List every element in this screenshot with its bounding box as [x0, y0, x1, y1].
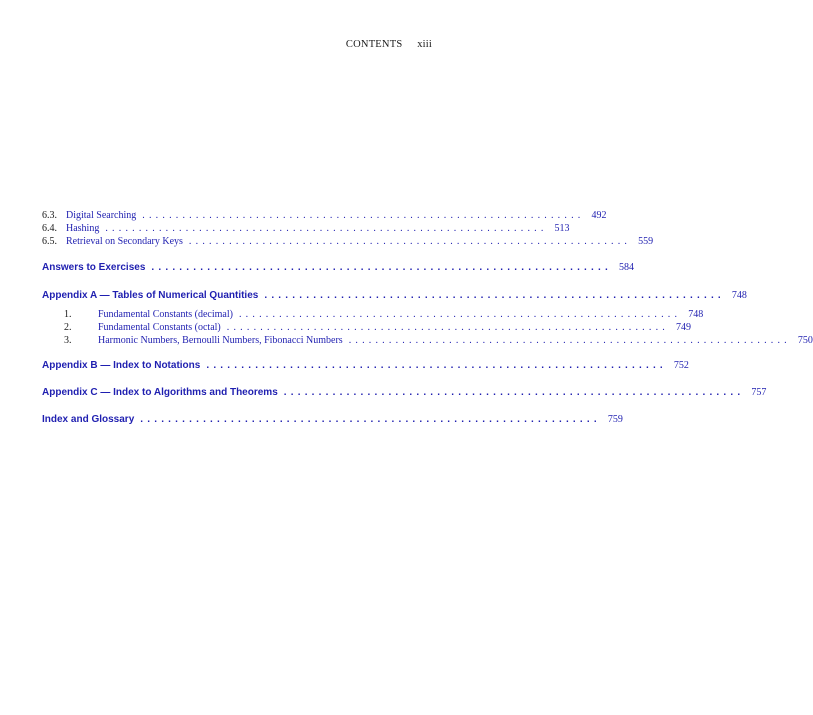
toc-entry-number: 6.4.	[42, 223, 57, 234]
dot-leader: ..................................................................	[105, 223, 548, 234]
toc-entry-number: 6.5.	[42, 236, 57, 247]
dot-leader: ..................................................................	[140, 414, 601, 425]
dot-leader: ..................................................................	[238, 309, 682, 320]
dot-leader: ..................................................................	[348, 335, 791, 346]
toc-entry-page: 749	[675, 322, 691, 333]
running-head-title: CONTENTS	[345, 39, 403, 50]
toc-entry-label: Index and Glossary	[42, 414, 135, 425]
toc-entry-page: 513	[554, 223, 570, 234]
toc-entry-page: 757	[751, 387, 767, 398]
toc-entry-label: Fundamental Constants (octal)	[98, 322, 221, 333]
toc-entry-number: 1.	[64, 309, 72, 320]
toc-entry-page: 492	[591, 210, 607, 221]
toc-entry-page: 752	[673, 360, 689, 371]
toc-entry-label: Digital Searching	[66, 210, 137, 221]
dot-leader: ..................................................................	[283, 387, 745, 398]
toc-entry-label: Appendix B — Index to Notations	[42, 360, 201, 371]
toc-entry-label: Retrieval on Secondary Keys	[66, 236, 183, 247]
toc-entry-number: 2.	[64, 322, 72, 333]
running-head	[346, 39, 432, 50]
dot-leader: ..................................................................	[151, 262, 612, 273]
toc-entry-page: 584	[618, 262, 634, 273]
toc-entry-label: Hashing	[66, 223, 100, 234]
toc-entry-index[interactable]	[42, 414, 623, 425]
toc-entry-number: 3.	[64, 335, 72, 346]
toc-entry-label: Appendix C — Index to Algorithms and Theorems	[42, 387, 278, 398]
dot-leader: ..................................................................	[206, 360, 667, 371]
toc-entry-appendix-a-1[interactable]	[64, 309, 704, 320]
dot-leader: ..................................................................	[188, 236, 632, 247]
dot-leader: ..................................................................	[226, 322, 669, 333]
toc-entry-appendix-c[interactable]	[42, 387, 767, 398]
toc-entry-answers[interactable]	[42, 262, 634, 273]
toc-entry-label: Appendix A — Tables of Numerical Quantities	[42, 290, 259, 301]
toc-entry-section-6-5[interactable]	[42, 236, 654, 247]
dot-leader: ..................................................................	[142, 210, 585, 221]
toc-entry-page: 759	[607, 414, 623, 425]
toc-entry-appendix-a[interactable]	[42, 290, 747, 301]
toc-entry-appendix-b[interactable]	[42, 360, 689, 371]
toc-entry-label: Harmonic Numbers, Bernoulli Numbers, Fibonacci Numbers	[98, 335, 343, 346]
toc-entry-section-6-3[interactable]	[42, 210, 607, 221]
toc-entry-page: 748	[731, 290, 747, 301]
toc-entry-page: 750	[797, 335, 813, 346]
running-head-page-number: xiii	[417, 39, 432, 50]
dot-leader: ..................................................................	[264, 290, 725, 301]
toc-entry-number: 6.3.	[42, 210, 57, 221]
toc-entry-page: 559	[638, 236, 654, 247]
toc-entry-appendix-a-3[interactable]	[64, 335, 813, 346]
toc-entry-section-6-4[interactable]	[42, 223, 570, 234]
toc-entry-appendix-a-2[interactable]	[64, 322, 691, 333]
toc-entry-label: Fundamental Constants (decimal)	[98, 309, 233, 320]
toc-entry-label: Answers to Exercises	[42, 262, 146, 273]
toc-entry-page: 748	[688, 309, 704, 320]
